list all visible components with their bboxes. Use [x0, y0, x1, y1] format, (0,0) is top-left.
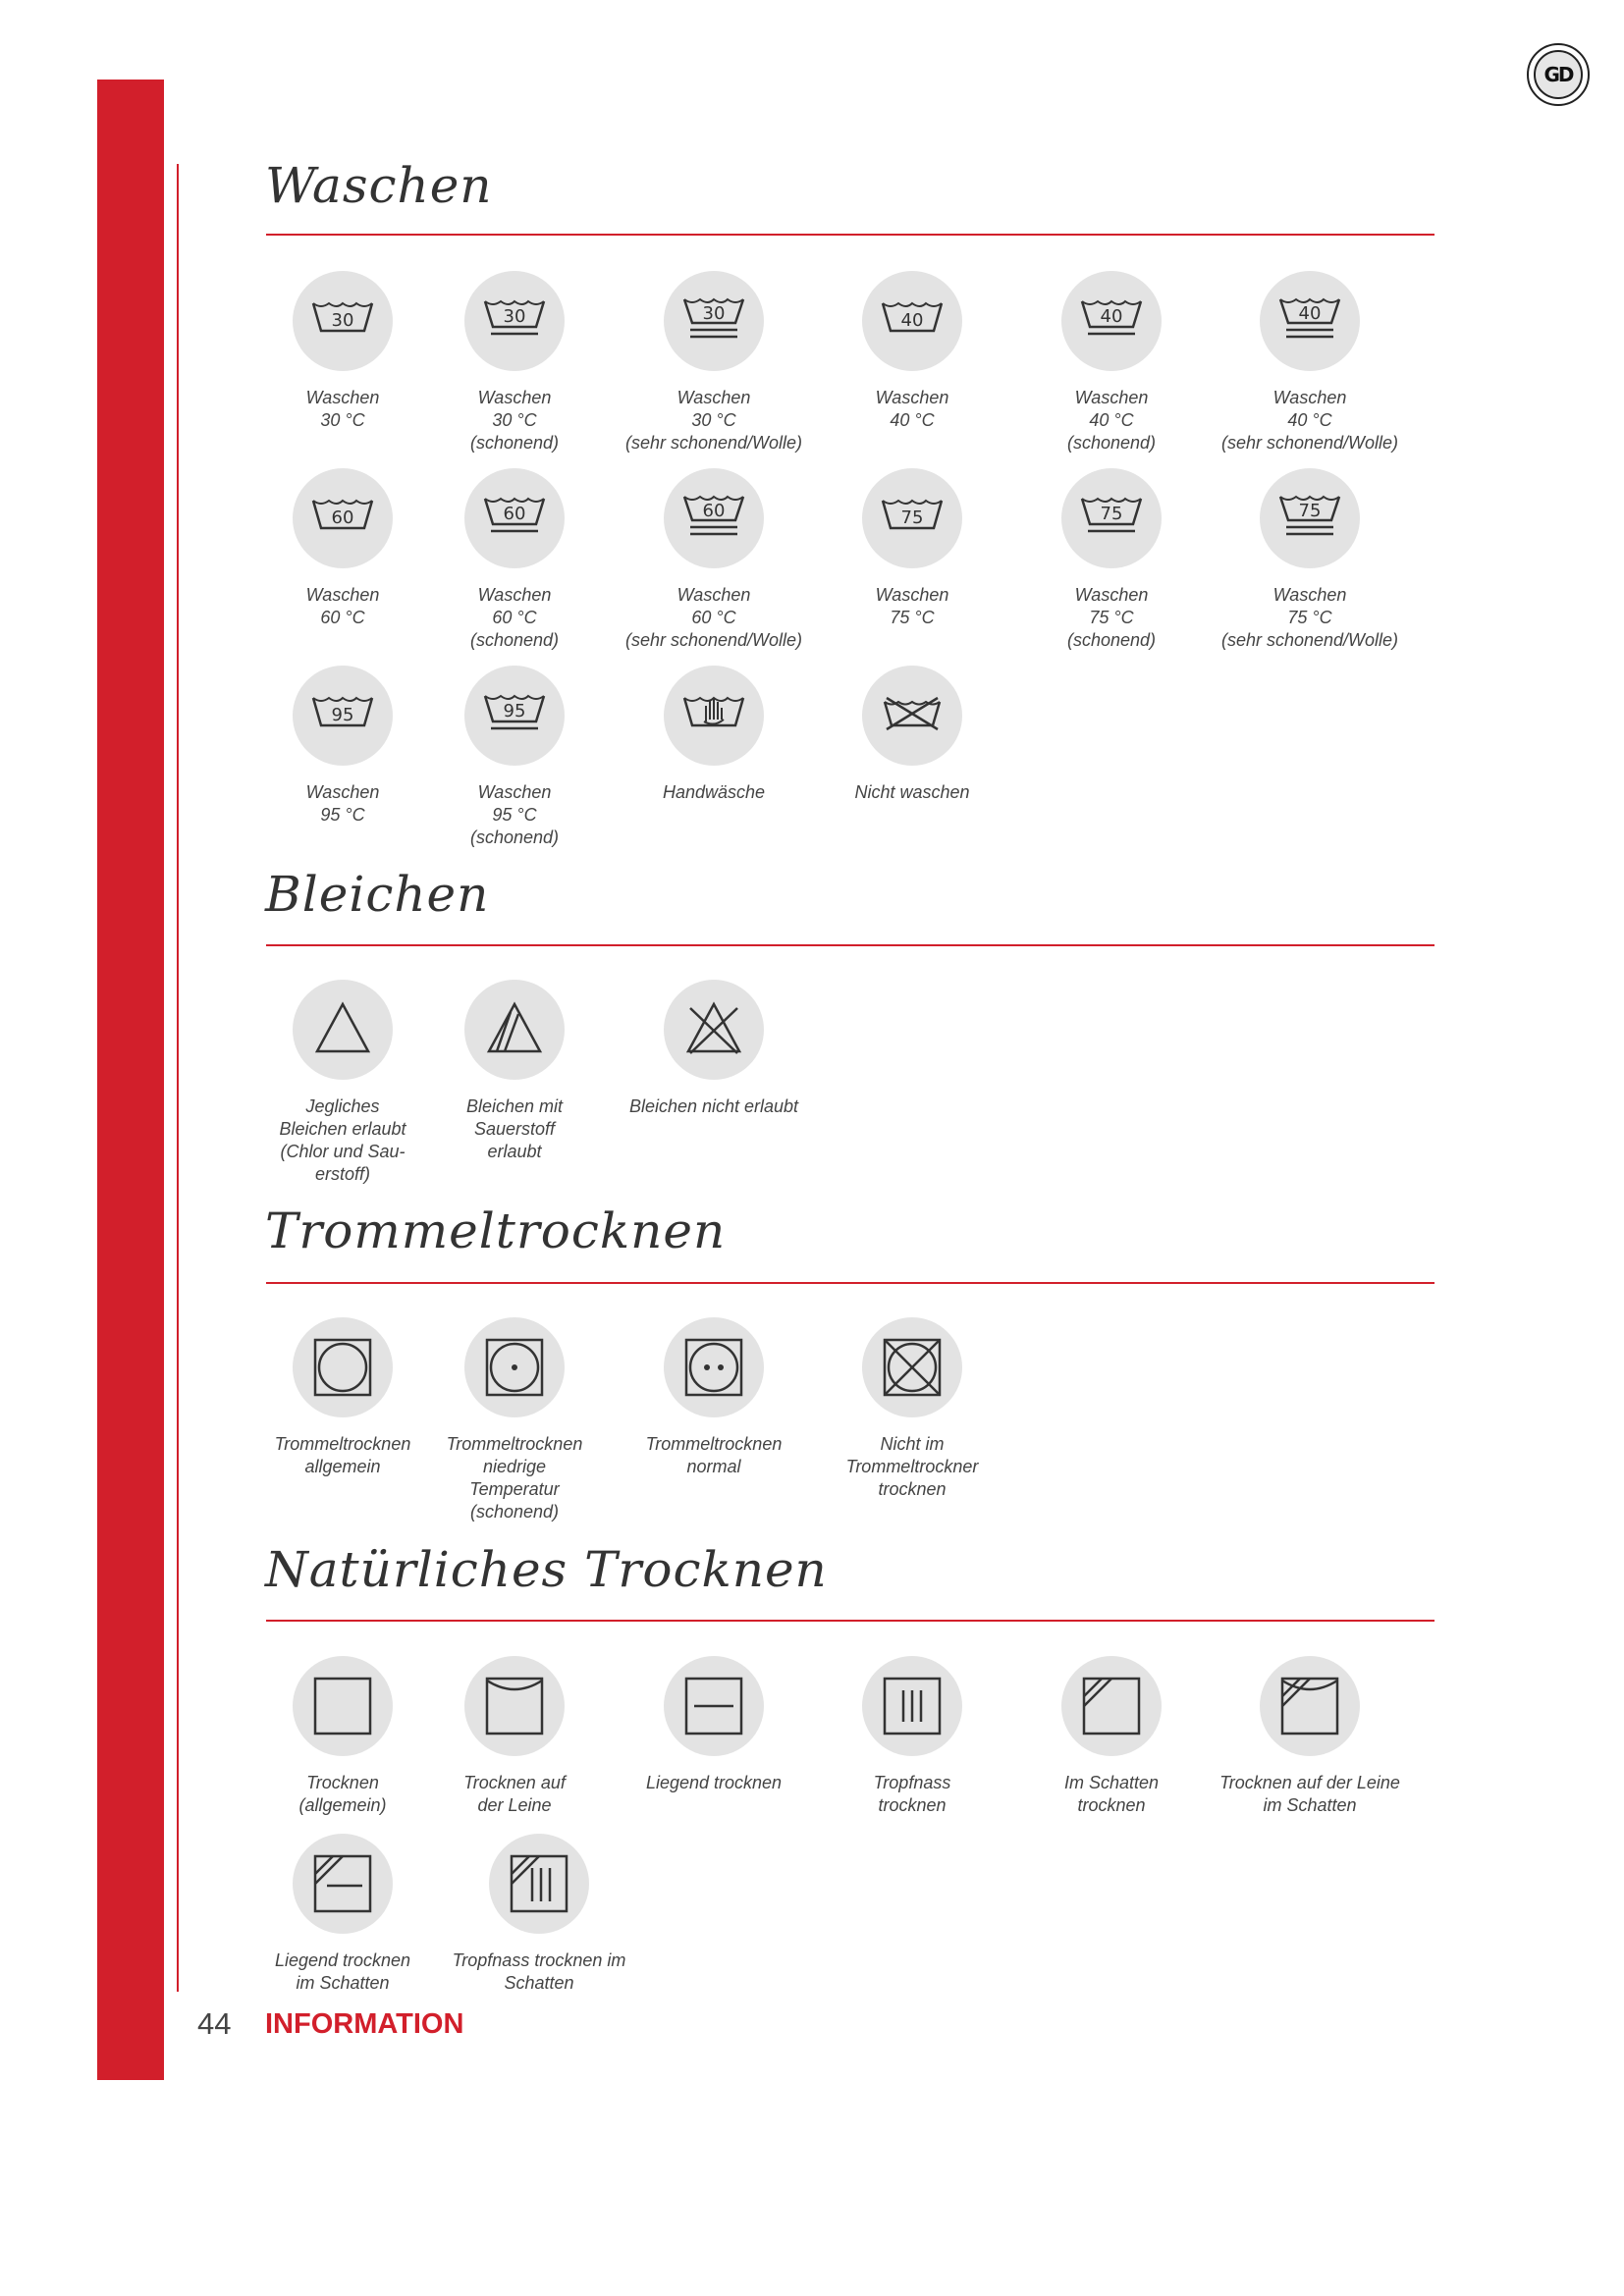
wash-60-gentle-icon: [464, 468, 565, 568]
do-not-wash-icon: [862, 666, 962, 766]
care-item: [814, 666, 1010, 804]
wash-60-very-gentle-icon: [664, 468, 764, 568]
care-item: [244, 1317, 441, 1478]
care-label: Bleichen nicht erlaubt: [628, 1096, 799, 1116]
care-label: Trommeltrocknen normal: [645, 1434, 783, 1476]
care-label: Nicht im Trommeltrockner trocknen: [845, 1434, 979, 1499]
dry-flat-shade-icon: [293, 1834, 393, 1934]
care-label: Jegliches Bleichen erlaubt (Chlor und Sau- erstoff): [279, 1096, 406, 1184]
wash-75-very-gentle-icon: [1260, 468, 1360, 568]
care-item: [616, 468, 812, 652]
care-label: Handwäsche: [662, 782, 766, 802]
care-item: [1013, 1656, 1210, 1817]
care-item: [244, 271, 441, 432]
care-label: Waschen 40 °C: [875, 388, 949, 430]
care-item: [616, 1317, 812, 1478]
care-label: Trommeltrocknen niedrige Temperatur (schonend): [446, 1434, 583, 1522]
care-item: [244, 1834, 441, 1995]
page-number: 44: [197, 2006, 232, 2041]
section-rule: [266, 234, 1435, 236]
wash-75-gentle-icon: [1061, 468, 1162, 568]
svg-text:75: 75: [900, 507, 924, 528]
care-label: Waschen 75 °C (sehr schonend/Wolle): [1220, 585, 1399, 650]
care-item: [616, 271, 812, 454]
red-side-bar: [97, 80, 164, 2080]
section-title-natuerliches-trocknen: Natürliches Trocknen: [265, 1541, 828, 1598]
care-item: [1013, 468, 1210, 652]
svg-text:40: 40: [900, 310, 924, 331]
svg-text:95: 95: [503, 701, 526, 721]
care-label: Waschen 95 °C (schonend): [469, 782, 560, 847]
wash-95-gentle-icon: [464, 666, 565, 766]
wash-75-icon: [862, 468, 962, 568]
care-label: Liegend trocknen: [645, 1773, 783, 1792]
wash-30-gentle-icon: [464, 271, 565, 371]
care-item: [814, 468, 1010, 629]
svg-text:30: 30: [503, 306, 526, 327]
care-item: [814, 1317, 1010, 1501]
bleach-oxygen-icon: [464, 980, 565, 1080]
care-label: Waschen 75 °C (schonend): [1066, 585, 1157, 650]
tumble-dry-normal-icon: [664, 1317, 764, 1417]
care-label: Waschen 30 °C (sehr schonend/Wolle): [624, 388, 803, 453]
svg-text:95: 95: [331, 705, 354, 725]
svg-text:75: 75: [1298, 501, 1322, 521]
care-label: Tropfnass trocknen im Schatten: [452, 1950, 626, 1993]
section-rule: [266, 1282, 1435, 1284]
tumble-dry-icon: [293, 1317, 393, 1417]
care-label: Waschen 40 °C (schonend): [1066, 388, 1157, 453]
care-item: [616, 980, 812, 1118]
care-item: [814, 271, 1010, 432]
care-label: Waschen 30 °C: [305, 388, 380, 430]
care-item: [1013, 271, 1210, 454]
section-rule: [266, 944, 1435, 946]
bleach-any-icon: [293, 980, 393, 1080]
wash-30-icon: [293, 271, 393, 371]
svg-text:60: 60: [702, 501, 726, 521]
care-item: [416, 1317, 613, 1523]
dry-flat-icon: [664, 1656, 764, 1756]
care-item: [416, 1656, 613, 1817]
drip-dry-shade-icon: [489, 1834, 589, 1934]
wash-95-icon: [293, 666, 393, 766]
section-rule: [266, 1620, 1435, 1622]
care-item: [1212, 468, 1408, 652]
care-label: Waschen 95 °C: [305, 782, 380, 825]
wash-30-very-gentle-icon: [664, 271, 764, 371]
care-label: Trocknen (allgemein): [298, 1773, 387, 1815]
line-dry-shade-icon: [1260, 1656, 1360, 1756]
svg-text:75: 75: [1100, 504, 1123, 524]
svg-text:30: 30: [331, 310, 354, 331]
section-title-waschen: Waschen: [265, 157, 493, 214]
svg-text:60: 60: [331, 507, 354, 528]
line-dry-icon: [464, 1656, 565, 1756]
care-item: [441, 1834, 637, 1995]
care-label: Waschen 75 °C: [875, 585, 949, 627]
wash-60-icon: [293, 468, 393, 568]
care-item: [814, 1656, 1010, 1817]
svg-text:40: 40: [1100, 306, 1123, 327]
care-label: Waschen 30 °C (schonend): [469, 388, 560, 453]
care-label: Nicht waschen: [854, 782, 970, 802]
hand-wash-icon: [664, 666, 764, 766]
care-item: [416, 271, 613, 454]
care-item: [416, 468, 613, 652]
care-label: Waschen 60 °C (sehr schonend/Wolle): [624, 585, 803, 650]
care-label: Bleichen mit Sauerstoff erlaubt: [465, 1096, 564, 1161]
care-item: [244, 980, 441, 1186]
wash-40-gentle-icon: [1061, 271, 1162, 371]
care-item: [244, 468, 441, 629]
care-item: [244, 666, 441, 827]
care-label: Liegend trocknen im Schatten: [274, 1950, 411, 1993]
svg-text:60: 60: [503, 504, 526, 524]
section-title-trommeltrocknen: Trommeltrocknen: [265, 1202, 727, 1259]
tumble-dry-low-icon: [464, 1317, 565, 1417]
care-label: Waschen 60 °C (schonend): [469, 585, 560, 650]
no-tumble-dry-icon: [862, 1317, 962, 1417]
drip-dry-icon: [862, 1656, 962, 1756]
care-item: [616, 666, 812, 804]
care-item: [1212, 1656, 1408, 1817]
red-vertical-rule: [177, 164, 179, 1992]
dry-icon: [293, 1656, 393, 1756]
brand-logo: [1527, 43, 1590, 106]
care-label: Trocknen auf der Leine im Schatten: [1219, 1773, 1400, 1815]
footer-section-title: INFORMATION: [265, 2008, 464, 2040]
care-label: Waschen 40 °C (sehr schonend/Wolle): [1220, 388, 1399, 453]
care-item: [616, 1656, 812, 1794]
wash-40-very-gentle-icon: [1260, 271, 1360, 371]
care-item: [244, 1656, 441, 1817]
care-label: Waschen 60 °C: [305, 585, 380, 627]
care-label: Trocknen auf der Leine: [463, 1773, 566, 1815]
care-label: Im Schatten trocknen: [1063, 1773, 1160, 1815]
care-label: Trommeltrocknen allgemein: [274, 1434, 411, 1476]
svg-text:30: 30: [702, 303, 726, 324]
dry-in-shade-icon: [1061, 1656, 1162, 1756]
svg-text:40: 40: [1298, 303, 1322, 324]
wash-40-icon: [862, 271, 962, 371]
care-item: [1212, 271, 1408, 454]
care-label: Tropfnass trocknen: [873, 1773, 951, 1815]
care-item: [416, 666, 613, 849]
gd-brand-icon: GD: [1534, 50, 1583, 99]
section-title-bleichen: Bleichen: [265, 866, 490, 923]
care-item: [416, 980, 613, 1163]
no-bleach-icon: [664, 980, 764, 1080]
